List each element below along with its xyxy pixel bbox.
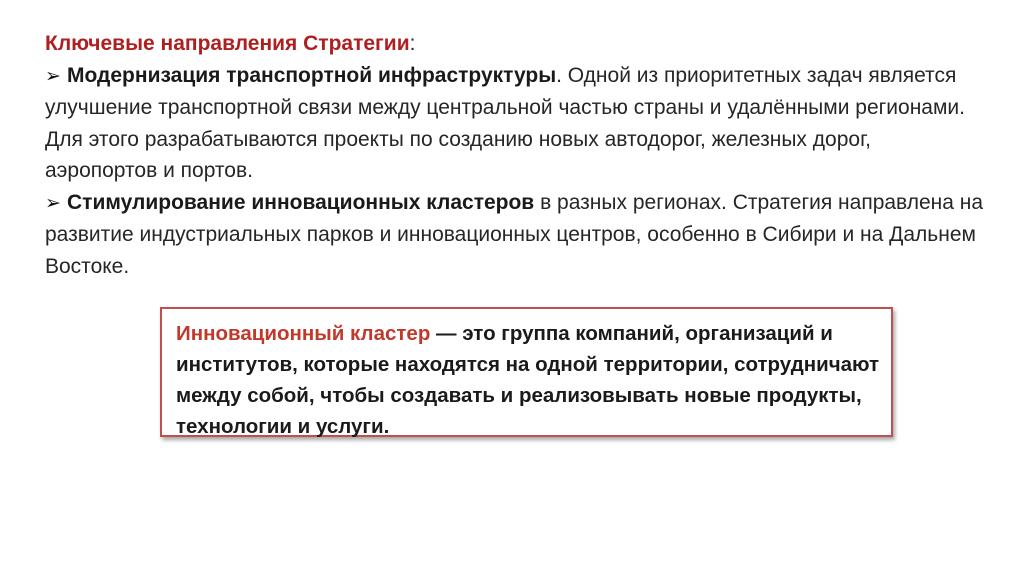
strategy-directions-text — [45, 28, 985, 282]
section-heading — [45, 28, 985, 60]
bullet-text: в разных регионах. Стратегия направлена на развитие индустриальных парков и инновационных центров, особенно в Сибири и на Дальнем Востоке. — [45, 190, 984, 278]
bullet-lead: Модернизация транспортной инфраструктуры — [67, 63, 557, 87]
bullet-transport — [45, 60, 985, 187]
arrow-bullet-icon: ➢ — [45, 192, 61, 214]
definition-text: — это группа компаний, организаций и институтов, которые находятся на одной территории, сотрудничают между собой, чтобы создавать и реализовывать новые продукты, технологии и услуги. — [176, 322, 880, 438]
definition-box — [160, 307, 893, 437]
arrow-bullet-icon: ➢ — [45, 65, 61, 87]
definition-term: Инновационный кластер — [176, 322, 431, 345]
bullet-clusters — [45, 187, 985, 283]
bullet-lead: Стимулирование инновационных кластеров — [67, 190, 535, 214]
bullet-text: . Одной из приоритетных задач является улучшение транспортной связи между центральной частью страны и удалёнными регионами. Для этого разрабатываются проекты по созданию новых автодорог, железных дорог, аэропортов и портов. — [45, 63, 965, 182]
section-heading-text: Ключевые направления Стратегии — [45, 32, 410, 55]
section-heading-colon: : — [409, 32, 416, 55]
